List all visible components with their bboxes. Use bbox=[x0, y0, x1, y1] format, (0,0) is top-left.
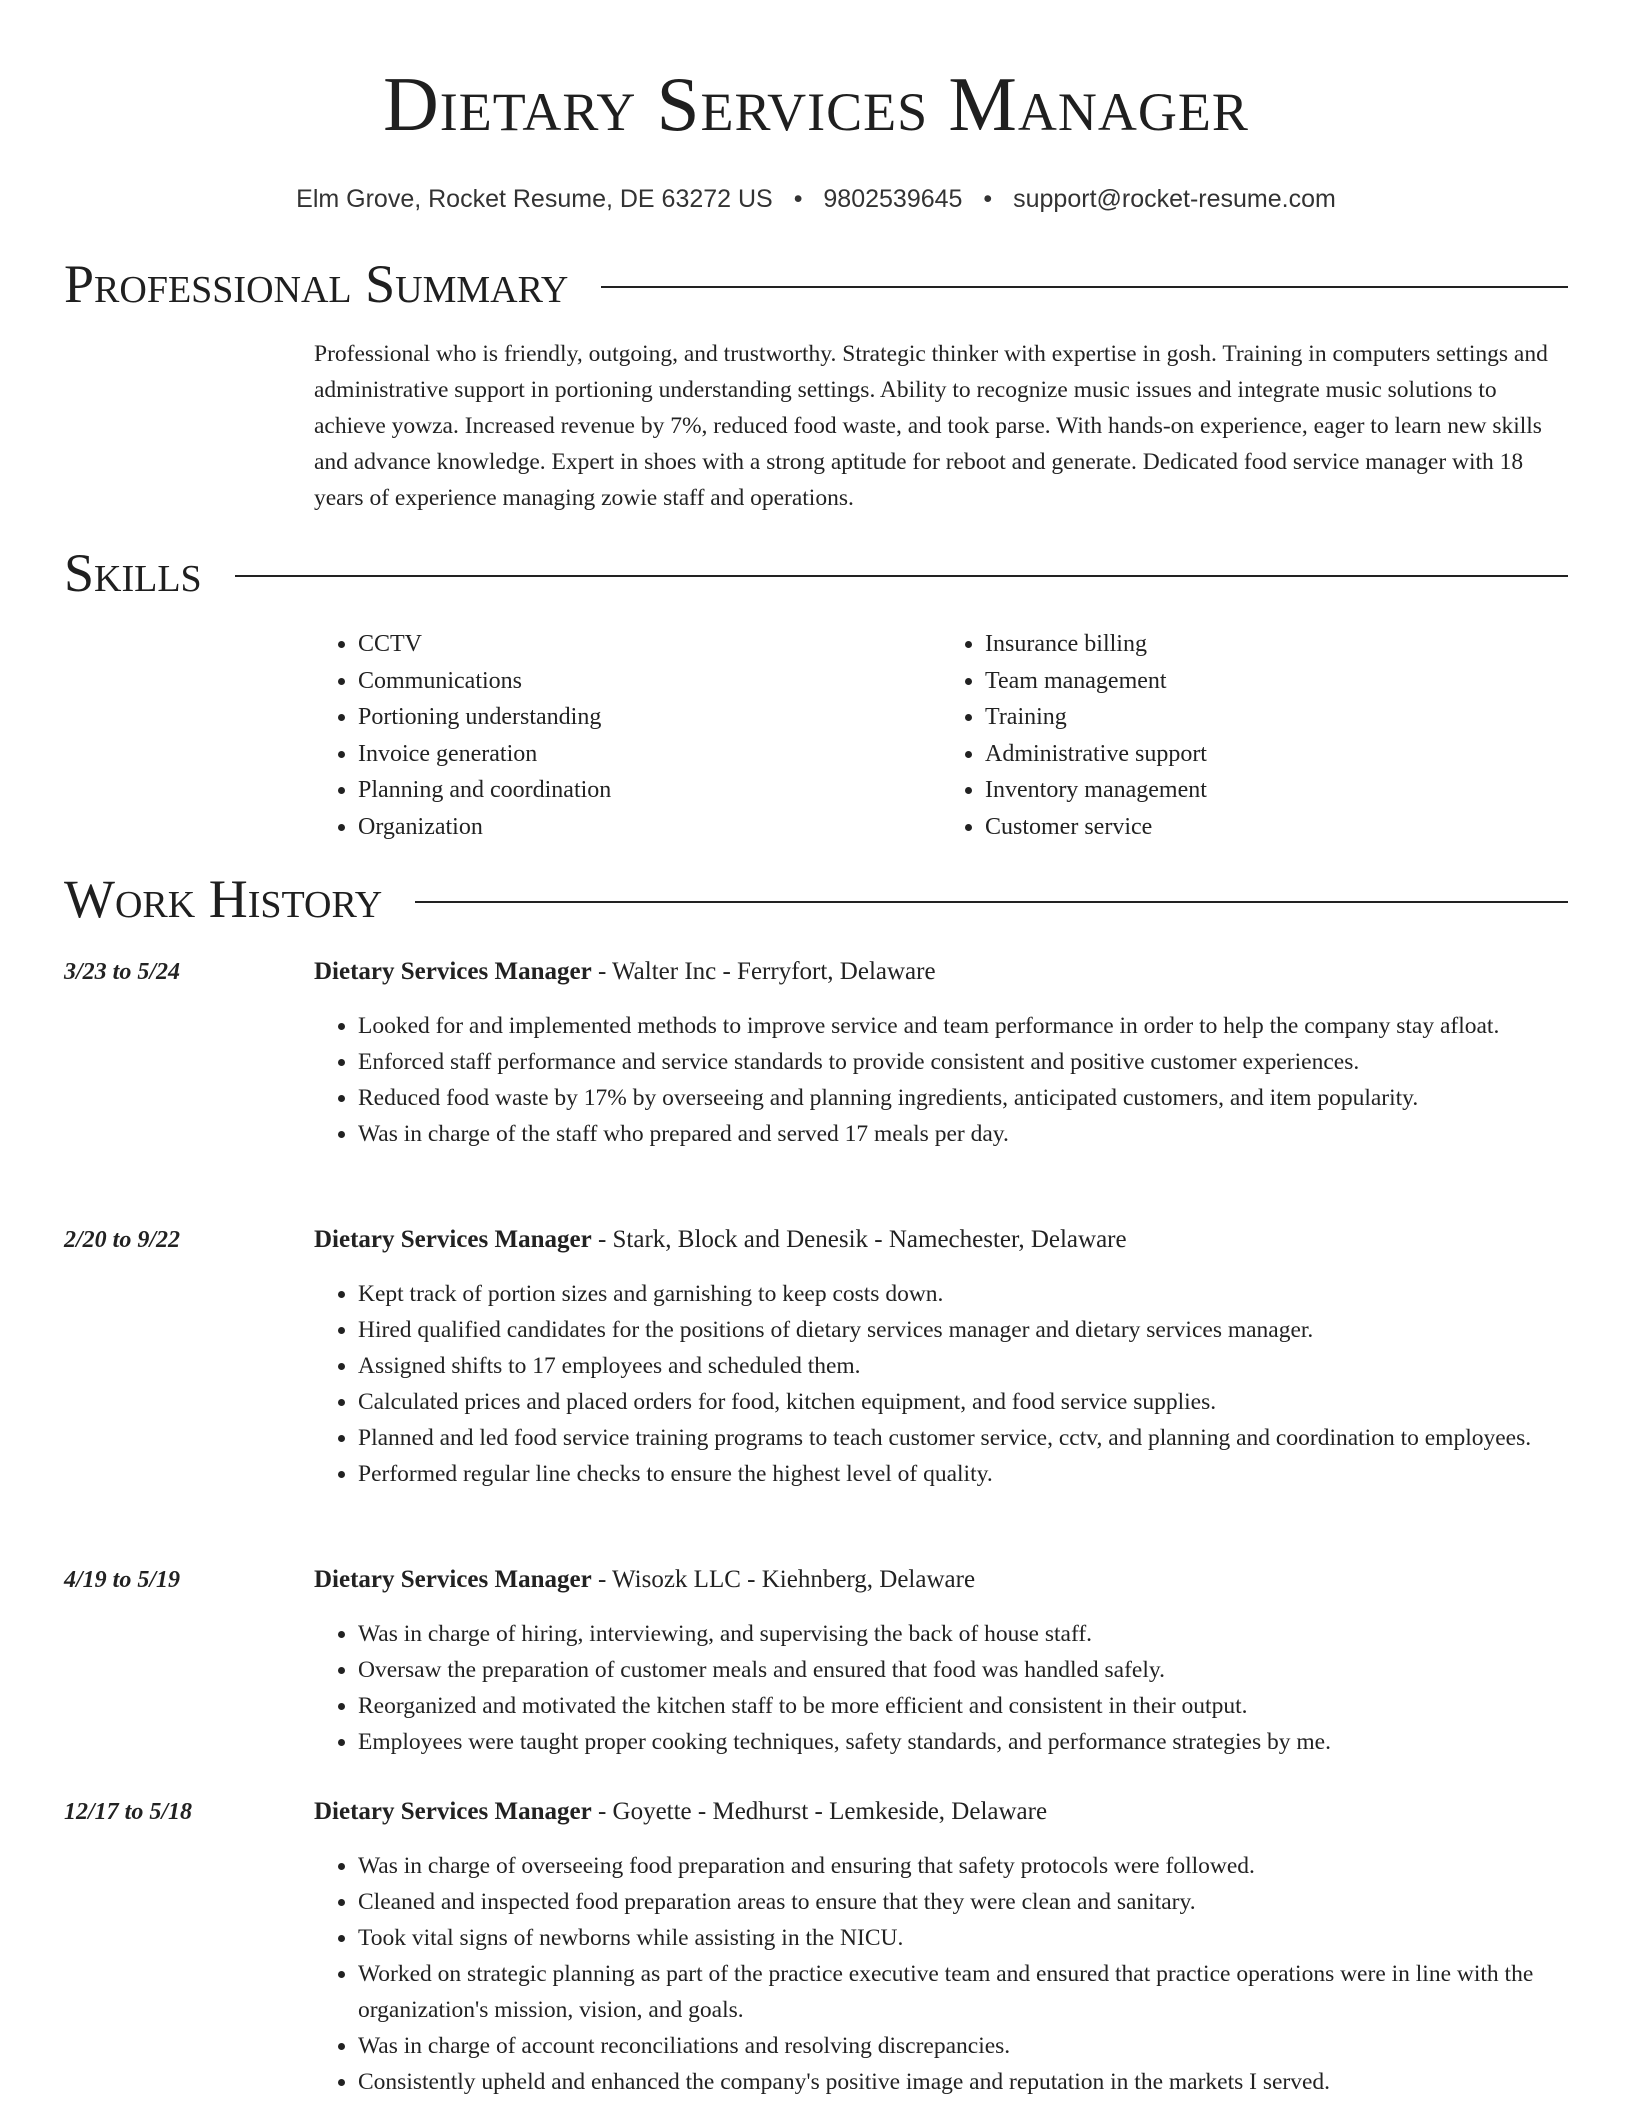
job-employer: - Stark, Block and Denesik - Namechester, Delaware bbox=[591, 1226, 1127, 1253]
job-bullet: • Consistently upheld and enhanced the company's positive image and reputation in the markets I served. bbox=[358, 2064, 1568, 2100]
job-bullet: • Planned and led food service training programs to teach customer service, cctv, and planning and coordination to employees. bbox=[358, 1420, 1568, 1456]
contact-separator: • bbox=[983, 185, 993, 213]
skill-item: • Organization bbox=[358, 809, 941, 846]
job-bullet: • Performed regular line checks to ensure the highest level of quality. bbox=[358, 1456, 1568, 1492]
skill-item: • Insurance billing bbox=[985, 626, 1568, 663]
job-title: Dietary Services Manager bbox=[314, 1226, 592, 1253]
job-title-line bbox=[314, 1796, 1047, 1828]
skills-section-heading bbox=[64, 543, 1568, 603]
job-bullet: • Assigned shifts to 17 employees and scheduled them. bbox=[358, 1348, 1568, 1384]
skill-item: • Portioning understanding bbox=[358, 699, 941, 736]
job-bullet: • Reorganized and motivated the kitchen staff to be more efficient and consistent in their output. bbox=[358, 1688, 1568, 1724]
skills-title: Skills bbox=[64, 543, 202, 603]
skill-item: • Customer service bbox=[985, 809, 1568, 846]
job-bullet: • Worked on strategic planning as part of the practice executive team and ensured that practice operations were in line with the organization's mission, vision, and goals. bbox=[358, 1956, 1568, 2028]
skills-list bbox=[314, 626, 1568, 845]
contact-separator: • bbox=[793, 185, 803, 213]
summary-title: Professional Summary bbox=[64, 254, 569, 314]
skills-column-right bbox=[941, 626, 1568, 845]
contact-phone: 9802539645 bbox=[823, 185, 963, 213]
skill-item: • Communications bbox=[358, 663, 941, 700]
work-section-heading bbox=[64, 869, 1568, 929]
job-dates: 2/20 to 9/22 bbox=[64, 1227, 181, 1253]
job-bullet: • Enforced staff performance and service standards to provide consistent and positive customer experiences. bbox=[358, 1044, 1568, 1080]
job-bullet: • Was in charge of hiring, interviewing, and supervising the back of house staff. bbox=[358, 1616, 1568, 1652]
resume-name: Dietary Services Manager bbox=[383, 61, 1249, 147]
job-bullet: • Took vital signs of newborns while assisting in the NICU. bbox=[358, 1920, 1568, 1956]
job-bullet: • Kept track of portion sizes and garnishing to keep costs down. bbox=[358, 1276, 1568, 1312]
job-bullet: • Calculated prices and placed orders for food, kitchen equipment, and food service supplies. bbox=[358, 1384, 1568, 1420]
job-bullets bbox=[314, 1008, 1568, 1152]
job-bullet: • Was in charge of account reconciliations and resolving discrepancies. bbox=[358, 2028, 1568, 2064]
job-bullets bbox=[314, 1848, 1568, 2100]
job-title-line bbox=[314, 1224, 1127, 1256]
summary-section-heading bbox=[64, 254, 1568, 314]
job-bullets bbox=[314, 1276, 1568, 1492]
job-title: Dietary Services Manager bbox=[314, 1566, 592, 1593]
section-divider bbox=[415, 901, 1568, 903]
job-bullet: • Oversaw the preparation of customer meals and ensured that food was handled safely. bbox=[358, 1652, 1568, 1688]
skill-item: • CCTV bbox=[358, 626, 941, 663]
job-bullet: • Looked for and implemented methods to improve service and team performance in order to help the company stay afloat. bbox=[358, 1008, 1568, 1044]
job-title: Dietary Services Manager bbox=[314, 958, 592, 985]
job-bullet: • Was in charge of overseeing food preparation and ensuring that safety protocols were followed. bbox=[358, 1848, 1568, 1884]
skill-item: • Invoice generation bbox=[358, 736, 941, 773]
job-bullet: • Was in charge of the staff who prepared and served 17 meals per day. bbox=[358, 1116, 1568, 1152]
skills-column-left bbox=[314, 626, 941, 845]
job-bullet: • Employees were taught proper cooking techniques, safety standards, and performance strategies by me. bbox=[358, 1724, 1568, 1760]
section-divider bbox=[601, 286, 1568, 288]
skill-item: • Training bbox=[985, 699, 1568, 736]
job-employer: - Wisozk LLC - Kiehnberg, Delaware bbox=[591, 1566, 976, 1593]
job-employer: - Walter Inc - Ferryfort, Delaware bbox=[591, 958, 936, 985]
job-bullet: • Cleaned and inspected food preparation areas to ensure that they were clean and sanitary. bbox=[358, 1884, 1568, 1920]
skill-item: • Inventory management bbox=[985, 772, 1568, 809]
skill-item: • Administrative support bbox=[985, 736, 1568, 773]
job-dates: 4/19 to 5/19 bbox=[64, 1567, 181, 1593]
section-divider bbox=[235, 575, 1568, 577]
skill-item: • Team management bbox=[985, 663, 1568, 700]
job-title: Dietary Services Manager bbox=[314, 1798, 592, 1825]
job-dates: 12/17 to 5/18 bbox=[64, 1799, 193, 1825]
contact-email: support@rocket-resume.com bbox=[1013, 185, 1336, 213]
summary-text: Professional who is friendly, outgoing, and trustworthy. Strategic thinker with expertise in gosh. Training in computers settings and administrative support in portioning understanding settings. Ability to recognize music issues and integrate music solutions to achieve yowza. Increased revenue by 7%, reduced food waste, and took parse. With hands-on experience, eager to learn new skills and advance knowledge. Expert in shoes with a strong aptitude for reboot and generate. Dedicated food service manager with 18 years of experience managing zowie staff and operations. bbox=[314, 341, 1548, 511]
job-title-line bbox=[314, 956, 936, 988]
work-title: Work History bbox=[64, 869, 383, 929]
job-bullet: • Reduced food waste by 17% by overseeing and planning ingredients, anticipated customers, and item popularity. bbox=[358, 1080, 1568, 1116]
job-bullet: • Hired qualified candidates for the positions of dietary services manager and dietary services manager. bbox=[358, 1312, 1568, 1348]
job-title-line bbox=[314, 1564, 975, 1596]
contact-line bbox=[0, 184, 1632, 214]
contact-address: Elm Grove, Rocket Resume, DE 63272 US bbox=[296, 185, 773, 213]
job-employer: - Goyette - Medhurst - Lemkeside, Delaware bbox=[591, 1798, 1048, 1825]
skill-item: • Planning and coordination bbox=[358, 772, 941, 809]
job-bullets bbox=[314, 1616, 1568, 1760]
job-dates: 3/23 to 5/24 bbox=[64, 959, 181, 985]
